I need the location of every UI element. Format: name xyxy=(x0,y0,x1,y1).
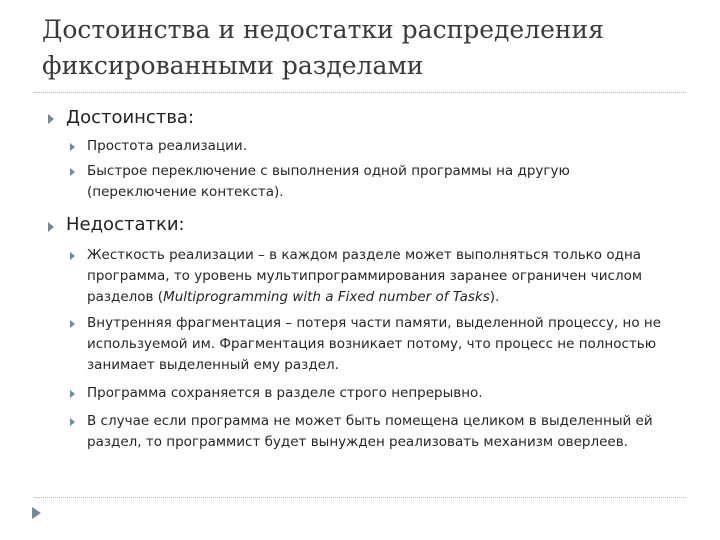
section-heading: Достоинства: xyxy=(66,107,195,128)
bullet-icon xyxy=(70,143,75,151)
title-line-2: фиксированными разделами xyxy=(42,51,424,80)
list-item xyxy=(87,245,707,308)
list-item-text: Жесткость реализации – в каждом разделе может выполняться только одна программа, то уровень мультипрограммирования заранее ограничен числом разделов ( xyxy=(87,247,643,305)
list-item: Быстрое переключение с выполнения одной программы на другую (переключение контекста). xyxy=(87,163,570,200)
list-item-italic: Multiprogramming with a Fixed number of Tasks xyxy=(163,289,490,305)
list-item: В случае если программа не может быть помещена целиком в выделенный ей раздел, то программист будет вынужден реализовать механизм оверлеев. xyxy=(87,413,653,450)
bullet-icon xyxy=(70,418,75,426)
list-item: Внутренняя фрагментация – потеря части памяти, выделенной процессу, но не используемой им. Фрагментация возникает потому, что процесс не полностью занимает выделенный ему раздел. xyxy=(87,315,662,373)
section-heading: Недостатки: xyxy=(66,214,185,235)
title-line-1: Достоинства и недостатки распределения xyxy=(42,15,604,44)
slide-title xyxy=(42,12,702,84)
bullet-icon xyxy=(48,114,54,124)
next-slide-icon[interactable] xyxy=(32,507,41,519)
footer-divider xyxy=(34,497,686,498)
list-item: Простота реализации. xyxy=(87,138,247,154)
title-divider xyxy=(34,92,686,93)
bullet-icon xyxy=(70,320,75,328)
list-item: Программа сохраняется в разделе строго непрерывно. xyxy=(87,385,483,401)
bullet-icon xyxy=(48,222,54,232)
bullet-icon xyxy=(70,390,75,398)
list-item-tail: ). xyxy=(489,289,500,305)
bullet-icon xyxy=(70,252,75,260)
bullet-icon xyxy=(70,168,75,176)
